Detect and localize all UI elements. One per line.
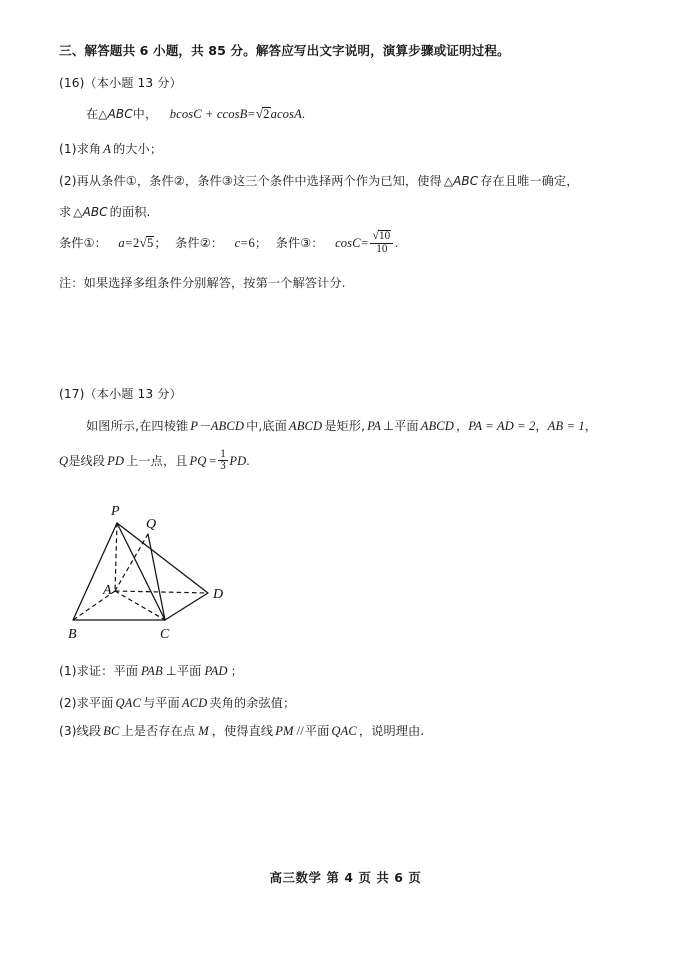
problem-17-stem-line-1: [86, 417, 597, 436]
part-2-number: (2): [59, 174, 77, 188]
p17-base-abcd: ABCD: [288, 419, 323, 433]
problem-16-conditions: [59, 227, 399, 257]
condition-2-label: 条件②：: [175, 236, 224, 251]
problem-17-part-3: [59, 722, 424, 741]
edge-A-D: [115, 591, 208, 593]
p17-line2-a: 是线段: [68, 453, 106, 468]
p17-part1-perp: ⊥: [165, 664, 177, 678]
circled-three: ③: [221, 174, 233, 188]
fraction-numerator: √10: [372, 227, 391, 242]
p17-stem-c: 中: [246, 419, 259, 433]
p17-point-m: M: [198, 724, 209, 738]
p17-part2-number: (2): [59, 696, 77, 710]
part-2-text-b: ，条件: [136, 174, 174, 188]
condition-3-label: 条件③：: [275, 236, 324, 251]
p17-part3-mid: 上是否存在点: [121, 724, 196, 738]
condition-2-number: 6: [248, 236, 255, 251]
circled-one: ①: [125, 174, 137, 188]
p17-fraction-numerator: 1: [220, 447, 226, 460]
fraction-denominator: 10: [370, 243, 393, 256]
part-2-text-e: 存在且唯一确定，: [480, 174, 579, 188]
p17-segment-pd: PD: [107, 453, 125, 468]
p17-eq-2: AB = 1: [547, 419, 585, 433]
p17-plane-pad: PAD: [204, 664, 228, 678]
part-2-text-c: ，条件: [184, 174, 222, 188]
part-1-pre: 求角: [76, 142, 102, 156]
equation-left: bcosC + ccosB: [169, 107, 248, 121]
p17-perp-symbol: ⊥: [383, 419, 395, 433]
p17-part2-post: 夹角的余弦值；: [209, 696, 296, 710]
problem-17-header-text: (17)（本小题 13 分）: [59, 387, 182, 401]
edge-P-C: [117, 523, 165, 620]
p17-part1-plane-word: 平面: [176, 664, 202, 678]
problem-17-part-2: [59, 694, 295, 713]
problem-16-part-1: [59, 140, 162, 159]
part-2-line2-triangle: △ABC: [73, 205, 108, 219]
condition-1-coefficient: 2: [133, 236, 140, 251]
p17-part2-pre: 求平面: [76, 696, 114, 710]
p17-part3-number: (3): [59, 724, 77, 738]
p17-part1-pre: 求证：平面: [76, 664, 139, 678]
problem-16-stem: 在△ABC中， bcosC + ccosB=√2acosA.: [86, 104, 305, 124]
condition-2-equals: =: [240, 236, 248, 251]
p17-part3-mid2: ，使得直线: [211, 724, 274, 738]
edge-A-Q: [115, 534, 148, 591]
vertex-label-B: B: [68, 627, 77, 642]
p17-pa: PA: [367, 419, 382, 433]
p17-eq-1: PA = AD = 2: [468, 419, 536, 433]
problem-16-note-text: 注：如果选择多组条件分别解答，按第一个解答计分.: [59, 276, 346, 290]
part-1-number: (1): [59, 142, 77, 156]
p17-one-third-fraction: [218, 449, 228, 474]
p17-plane-word: 平面: [394, 419, 419, 433]
problem-17-header: [59, 385, 182, 404]
condition-3-equals: =: [361, 236, 369, 251]
sqrt-2-term: √2: [255, 106, 270, 121]
problem-16-note: [59, 274, 346, 293]
p17-plane-qac: QAC: [115, 696, 141, 710]
p17-plane-qac-2: QAC: [331, 724, 357, 738]
p17-stem-h: ，: [535, 419, 548, 433]
condition-1-label: 条件①：: [59, 236, 107, 251]
p17-solid-name: P－ABCD: [190, 419, 245, 433]
p17-point-q: Q: [59, 453, 69, 468]
problem-17-part-1: [59, 662, 243, 681]
p17-line2-end: .: [246, 453, 250, 468]
problem-16-header-text: (16)（本小题 13 分）: [59, 76, 182, 90]
pyramid-svg: [60, 492, 260, 642]
vertex-label-C: C: [160, 627, 170, 642]
edge-C-D: [165, 593, 208, 620]
condition-3-terminator: .: [394, 236, 399, 251]
p17-line2-equals: =: [209, 453, 217, 468]
stem-triangle: △ABC: [98, 107, 133, 121]
sqrt-5-radicand: 5: [146, 236, 154, 251]
edge-Q-C: [148, 534, 165, 620]
vertex-label-Q: Q: [146, 517, 157, 532]
p17-parallel-symbol: //: [296, 724, 304, 738]
vertex-label-P: P: [111, 504, 120, 519]
vertex-label-A: A: [103, 583, 112, 598]
p17-stem-d: ,底面: [258, 419, 287, 433]
p17-part3-pre: 线段: [76, 724, 102, 738]
part-2-text-a: 再从条件: [76, 174, 126, 188]
condition-separator-2: ；: [254, 236, 268, 251]
p17-stem-a: 如图所示: [86, 419, 136, 433]
p17-pq: PQ: [189, 453, 207, 468]
condition-1-equals: =: [125, 236, 133, 251]
part-1-post: 的大小；: [112, 142, 163, 156]
problem-16-part-2-line-2: [59, 203, 151, 222]
condition-3-fraction: [370, 229, 393, 256]
sqrt-2-radicand: 2: [263, 107, 270, 121]
p17-stem-b: ,在四棱锥: [135, 419, 189, 433]
condition-separator-1: ；: [154, 236, 167, 251]
problem-16-part-2-line-1: [59, 172, 579, 191]
p17-stem-g: ，: [455, 419, 469, 433]
sqrt-5-term: √5: [139, 235, 154, 251]
footer-text: 高三数学 第 4 页 共 6 页: [269, 870, 422, 885]
vertex-label-D: D: [213, 587, 224, 602]
condition-2-variable: c: [234, 236, 241, 251]
circled-two: ②: [173, 174, 185, 188]
part-2-line2-pre: 求: [59, 205, 72, 219]
p17-part1-number: (1): [59, 664, 77, 678]
condition-3-function: cosC: [335, 236, 361, 251]
p17-pd-2: PD: [229, 453, 247, 468]
p17-stem-e: 是矩形: [324, 419, 362, 433]
p17-stem-i: ，: [584, 419, 598, 433]
p17-part2-mid: 与平面: [142, 696, 180, 710]
edge-P-A: [115, 523, 117, 591]
problem-16-header: [59, 74, 182, 93]
p17-segment-bc: BC: [103, 724, 120, 738]
stem-middle: 中，: [132, 107, 158, 121]
stem-prefix: 在: [86, 107, 99, 121]
p17-part3-plane-word: 平面: [304, 724, 330, 738]
equation-right-tail: acosA: [270, 107, 302, 121]
p17-part1-end: ；: [230, 664, 243, 678]
edge-P-D: [117, 523, 208, 593]
p17-line-pm: PM: [275, 724, 294, 738]
section-heading: [59, 42, 510, 61]
p17-line2-b: 上一点，且: [126, 453, 188, 468]
p17-fraction-denominator: 3: [220, 460, 226, 473]
equation-equals: =: [247, 107, 256, 121]
part-1-variable: A: [103, 142, 111, 156]
p17-stem-f: ,: [361, 419, 366, 433]
p17-plane-acd: ACD: [181, 696, 208, 710]
part-2-triangle: △ABC: [443, 174, 479, 188]
p17-plane-abcd: ABCD: [420, 419, 454, 433]
pyramid-figure: [60, 492, 260, 642]
page-footer: [0, 868, 691, 886]
part-2-line2-post: 的面积.: [109, 205, 151, 219]
sqrt-10-radicand: 10: [379, 229, 391, 242]
condition-1-variable: a: [118, 236, 125, 251]
p17-part3-post: ，说明理由.: [358, 724, 425, 738]
p17-plane-pab: PAB: [141, 664, 163, 678]
section-heading-text: 三、解答题共 6 小题，共 85 分。解答应写出文字说明，演算步骤或证明过程。: [59, 43, 510, 58]
problem-17-stem-line-2: [59, 447, 250, 475]
part-2-text-d: 这三个条件中选择两个作为已知，使得: [232, 174, 442, 188]
